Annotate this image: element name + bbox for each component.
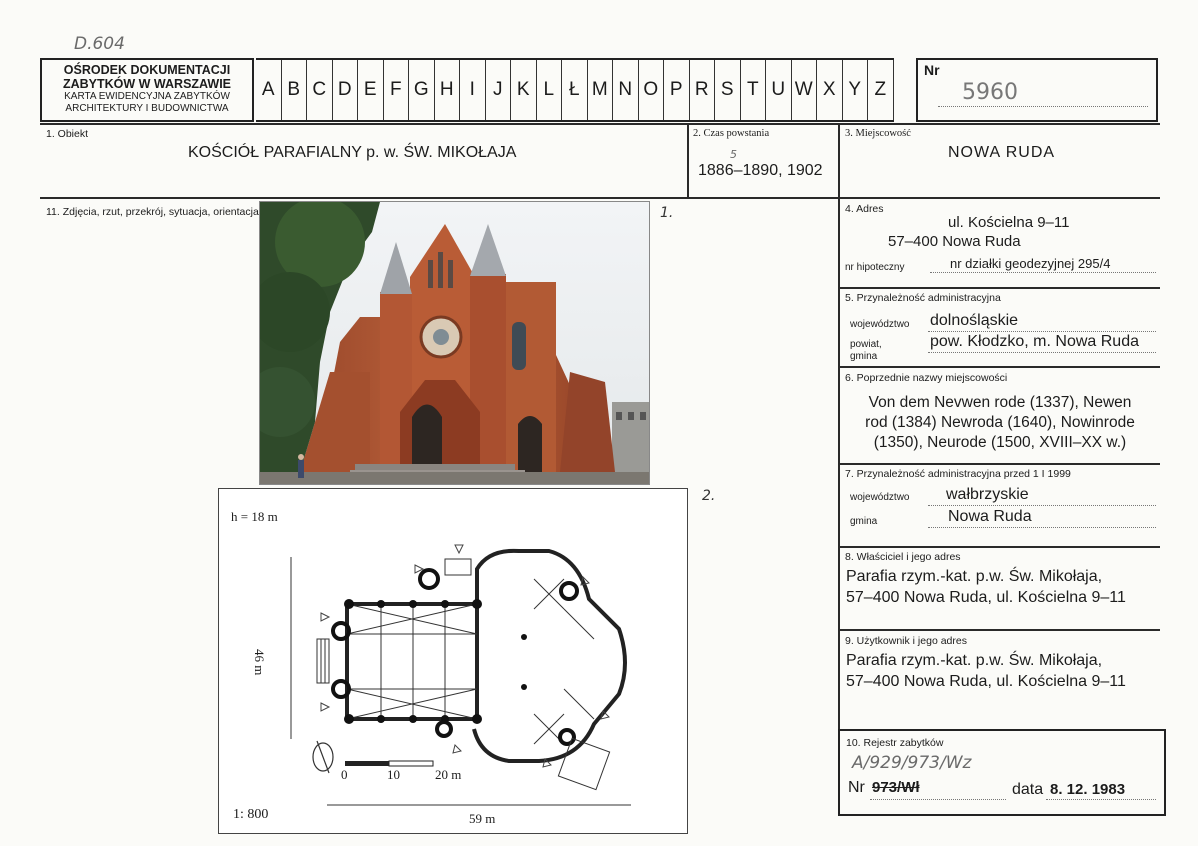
- rejestr-nr-value: 973/Wł: [872, 779, 920, 796]
- hipoteczny-underline: [930, 272, 1156, 273]
- index-letter: I: [460, 60, 486, 120]
- rejestr-data-underline: [1046, 799, 1156, 800]
- org-line-2: ZABYTKÓW W WARSZAWIE: [62, 77, 232, 91]
- uzyt-line-2: 57–400 Nowa Ruda, ul. Kościelna 9–11: [846, 673, 1126, 690]
- nr-underline: [938, 106, 1148, 107]
- alphabet-index: [256, 58, 894, 122]
- powiat-value: pow. Kłodzko, m. Nowa Ruda: [930, 333, 1139, 350]
- gmina2-value: Nowa Ruda: [948, 508, 1032, 525]
- index-letter: L: [537, 60, 563, 120]
- index-letter: Z: [868, 60, 894, 120]
- wlasc-label: 8. Właściciel i jego adres: [845, 551, 961, 563]
- index-letter: K: [511, 60, 537, 120]
- index-letter: E: [358, 60, 384, 120]
- number-box: [916, 58, 1158, 122]
- adres-line-2: 57–400 Nowa Ruda: [888, 233, 1021, 250]
- rejestr-hand-note: A/929/973/Wz: [852, 753, 972, 773]
- rule-5: [838, 287, 1160, 289]
- powiat-label: powiat,: [850, 339, 882, 350]
- index-letter: Ł: [562, 60, 588, 120]
- czas-label: 2. Czas powstania: [693, 128, 770, 139]
- index-letter: G: [409, 60, 435, 120]
- scale-bar-10: 10: [387, 767, 400, 782]
- plan-height-label: h = 18 m: [231, 509, 278, 524]
- poprz-line-1: Von dem Nevwen rode (1337), Newen: [868, 394, 1132, 411]
- index-letter: T: [741, 60, 767, 120]
- photo-1-number: 1.: [660, 205, 674, 221]
- wojewodztwo-value: dolnośląskie: [930, 312, 1019, 329]
- index-letter: C: [307, 60, 333, 120]
- index-letter: H: [435, 60, 461, 120]
- plan-width-label: 59 m: [469, 811, 496, 826]
- gmina-label: gmina: [850, 351, 878, 362]
- woj2-underline: [928, 505, 1156, 506]
- floor-plan: [218, 488, 688, 834]
- gmina2-underline: [928, 527, 1156, 528]
- rule-8: [838, 546, 1160, 548]
- index-letter: S: [715, 60, 741, 120]
- rule-7: [838, 463, 1160, 465]
- plan-drawing: [219, 489, 689, 835]
- rejestr-label: 10. Rejestr zabytków: [846, 737, 944, 749]
- hipoteczny-label: nr hipoteczny: [845, 262, 905, 273]
- index-letter: R: [690, 60, 716, 120]
- divider-obiekt: [687, 123, 689, 198]
- institution-box: [40, 58, 254, 122]
- uzyt-label: 9. Użytkownik i jego adres: [845, 635, 967, 647]
- divider-right-column: [838, 123, 840, 729]
- rejestr-data-value: 8. 12. 1983: [1050, 781, 1126, 798]
- obiekt-label: 1. Obiekt: [46, 128, 89, 140]
- czas-value: 1886–1890, 1902: [698, 162, 823, 179]
- index-letter: O: [639, 60, 665, 120]
- index-letter: D: [333, 60, 359, 120]
- woj2-label: województwo: [850, 492, 910, 503]
- adres-label: 4. Adres: [845, 203, 884, 215]
- photo-2-number: 2.: [702, 488, 716, 504]
- poprz-line-2: rod (1384) Newroda (1640), Nowinrode: [865, 414, 1135, 431]
- przyn-label: 5. Przynależność administracyjna: [845, 292, 1001, 304]
- index-letter: Y: [843, 60, 869, 120]
- org-line-1: OŚRODEK DOKUMENTACJI: [63, 63, 231, 77]
- zdjecia-label: 11. Zdjęcia, rzut, przekrój, sytuacja, orientacja: [46, 206, 259, 218]
- uzyt-value: [846, 650, 1126, 692]
- rule-6: [838, 366, 1160, 368]
- rejestr-nr-label: Nr: [848, 779, 865, 796]
- czas-hand-note: 5: [730, 148, 737, 161]
- hipoteczny-value: nr działki geodezyjnej 295/4: [950, 256, 1111, 271]
- index-letter: P: [664, 60, 690, 120]
- uzyt-line-1: Parafia rzym.-kat. p.w. Św. Mikołaja,: [846, 652, 1103, 669]
- adres-line-1: ul. Kościelna 9–11: [948, 214, 1070, 231]
- index-letter: U: [766, 60, 792, 120]
- nr-label: Nr: [924, 62, 940, 78]
- poprz-line-3: (1350), Neurode (1500, XVIII–XX w.): [873, 434, 1127, 451]
- plan-length-label: 46 m: [252, 649, 267, 676]
- rejestr-nr-underline: [870, 799, 1006, 800]
- church-photo: [259, 201, 650, 485]
- card-line-1: KARTA EWIDENCYJNA ZABYTKÓW: [64, 91, 230, 102]
- poprz-names: [842, 393, 1158, 453]
- rule-row1: [40, 197, 1160, 199]
- index-letter: M: [588, 60, 614, 120]
- wlasc-line-1: Parafia rzym.-kat. p.w. Św. Mikołaja,: [846, 568, 1103, 585]
- rule-9: [838, 629, 1160, 631]
- miejscowosc-label: 3. Miejscowość: [845, 128, 911, 139]
- wojewodztwo-label: województwo: [850, 319, 910, 330]
- przyn-przed-label: 7. Przynależność administracyjna przed 1 I 1999: [845, 468, 1071, 480]
- index-letter: N: [613, 60, 639, 120]
- card-line-2: ARCHITEKTURY I BUDOWNICTWA: [65, 103, 229, 114]
- rule-top: [40, 123, 1160, 125]
- index-letter: B: [282, 60, 308, 120]
- scale-bar-0: 0: [341, 767, 348, 782]
- rejestr-box: [838, 729, 1166, 816]
- woj2-value: wałbrzyskie: [946, 486, 1029, 503]
- gmina2-label: gmina: [850, 516, 878, 527]
- powiat-underline: [928, 352, 1156, 353]
- nr-value: 5960: [962, 80, 1018, 105]
- wlasc-value: [846, 566, 1126, 608]
- miejscowosc-value: NOWA RUDA: [948, 144, 1056, 161]
- poprz-label: 6. Poprzednie nazwy miejscowości: [845, 372, 1008, 384]
- rejestr-data-label: data: [1012, 781, 1044, 798]
- scale-bar-20: 20 m: [435, 767, 462, 782]
- obiekt-value: KOŚCIÓŁ PARAFIALNY p. w. ŚW. MIKOŁAJA: [188, 144, 517, 161]
- wlasc-line-2: 57–400 Nowa Ruda, ul. Kościelna 9–11: [846, 589, 1126, 606]
- index-letter: A: [256, 60, 282, 120]
- woj-underline: [928, 331, 1156, 332]
- index-letter: J: [486, 60, 512, 120]
- index-letter: F: [384, 60, 410, 120]
- index-letter: X: [817, 60, 843, 120]
- index-letter: W: [792, 60, 818, 120]
- archive-note: D.604: [74, 34, 125, 54]
- plan-scale-label: 1: 800: [233, 807, 269, 822]
